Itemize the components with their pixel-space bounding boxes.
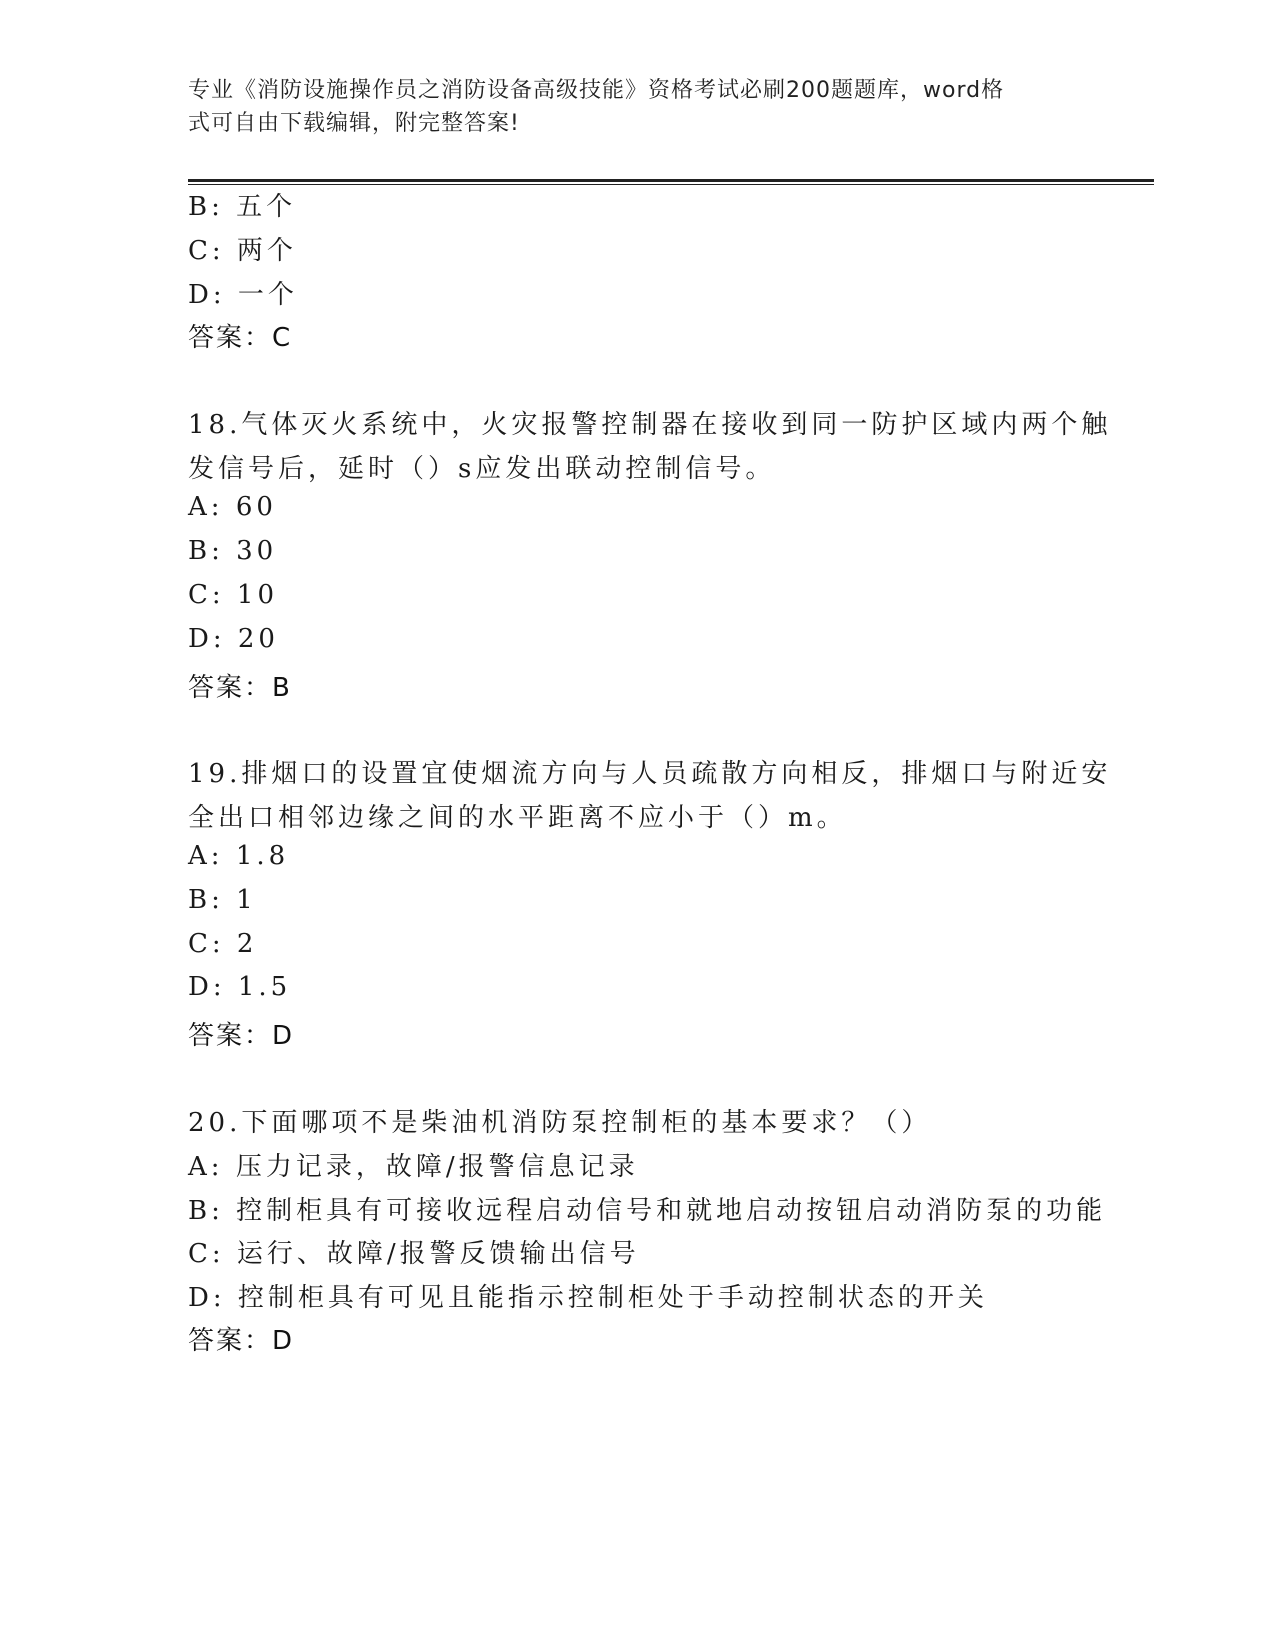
q20-option-c: C: 运行、故障/报警反馈输出信号	[188, 1239, 640, 1269]
q19-option-b: B: 1	[188, 885, 257, 915]
q19-option-a: A: 1.8	[188, 841, 290, 871]
q19-answer: 答案：D	[188, 1021, 295, 1051]
q18-option-b: B: 30	[188, 536, 278, 566]
q18-stem-line-2: 发信号后，延时（）s应发出联动控制信号。	[188, 454, 776, 484]
q17-option-d: D: 一个	[188, 280, 298, 310]
q19-stem-line-1: 19.排烟口的设置宜使烟流方向与人员疏散方向相反，排烟口与附近安	[188, 759, 1112, 789]
q18-answer: 答案：B	[188, 673, 292, 703]
header-divider-thin	[188, 184, 1154, 185]
header-divider-thick	[188, 179, 1154, 182]
q18-stem-line-1: 18.气体灭火系统中，火灾报警控制器在接收到同一防护区域内两个触	[188, 410, 1112, 440]
q17-option-c: C: 两个	[188, 236, 297, 266]
q17-answer: 答案：C	[188, 323, 293, 353]
header-line-2: 式可自由下载编辑，附完整答案!	[188, 111, 520, 136]
q20-option-b: B: 控制柜具有可接收远程启动信号和就地启动按钮启动消防泵的功能	[188, 1196, 1107, 1226]
q18-option-a: A: 60	[188, 492, 277, 522]
q20-option-a: A: 压力记录，故障/报警信息记录	[188, 1152, 639, 1182]
q18-option-d: D: 20	[188, 624, 279, 654]
header-line-1: 专业《消防设施操作员之消防设备高级技能》资格考试必刷200题题库，word格	[188, 78, 1005, 103]
q20-option-d: D: 控制柜具有可见且能指示控制柜处于手动控制状态的开关	[188, 1283, 988, 1313]
q19-stem-line-2: 全出口相邻边缘之间的水平距离不应小于（）m。	[188, 803, 847, 833]
q20-stem-line-1: 20.下面哪项不是柴油机消防泵控制柜的基本要求？（）	[188, 1108, 932, 1138]
q18-option-c: C: 10	[188, 580, 279, 610]
q19-option-d: D: 1.5	[188, 972, 292, 1002]
document-header	[188, 74, 1068, 140]
q19-option-c: C: 2	[188, 929, 258, 959]
q20-answer: 答案：D	[188, 1326, 295, 1356]
q17-option-b: B: 五个	[188, 192, 297, 222]
